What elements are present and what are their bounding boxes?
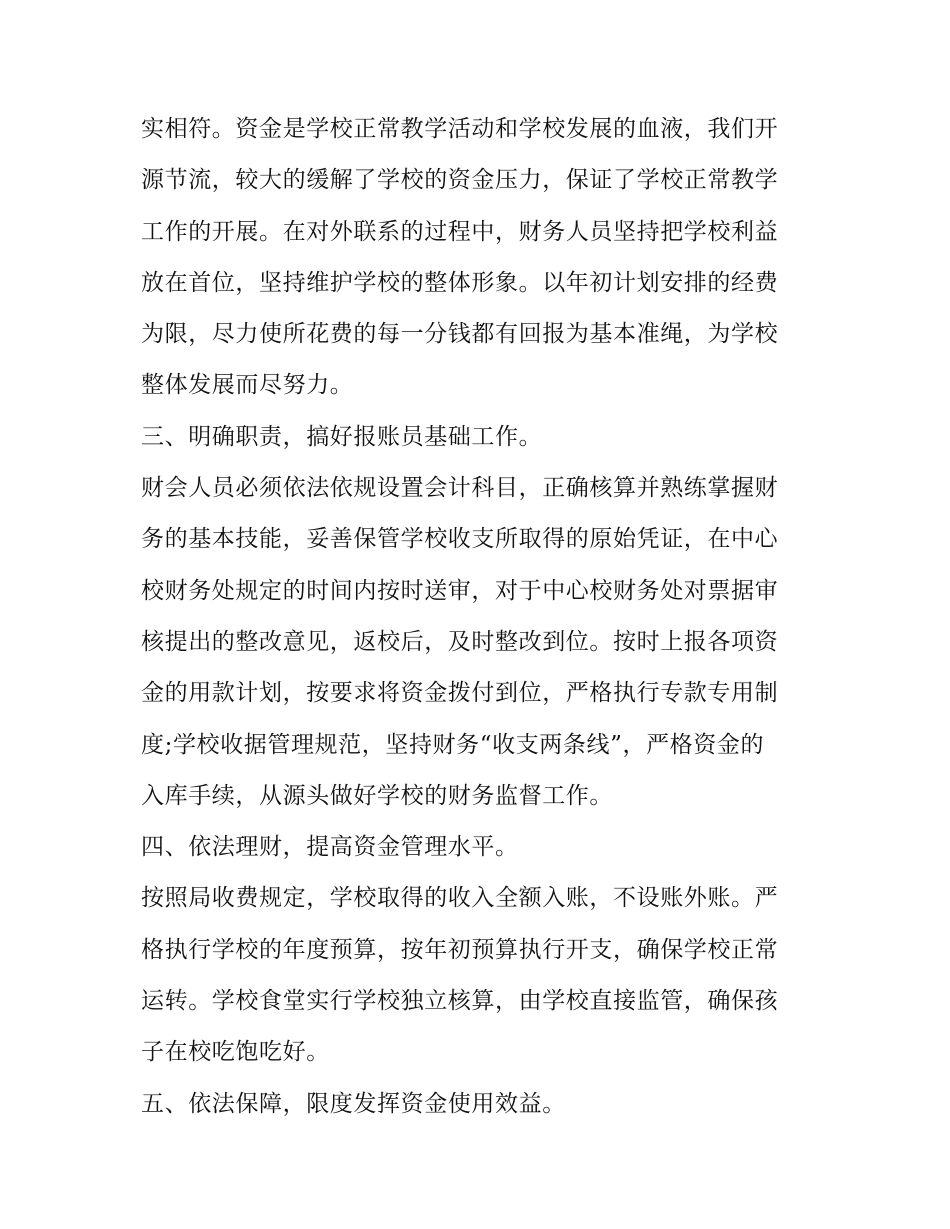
text-line: 实相符。资金是学校正常教学活动和学校发展的血液，我们开: [141, 116, 779, 142]
text-line: 财会人员必须依法依规设置会计科目，正确核算并熟练掌握财: [141, 475, 779, 502]
text-line: 度;学校收据管理规范，坚持财务“收支两条线”，严格资金的: [141, 731, 765, 758]
section-heading: 五、依法保障，限度发挥资金使用效益。: [141, 1090, 566, 1117]
text-line: 工作的开展。在对外联系的过程中，财务人员坚持把学校利益: [141, 218, 779, 245]
document-body: [141, 104, 821, 1130]
text-line: 放在首位，坚持维护学校的整体形象。以年初计划安排的经费: [141, 269, 779, 296]
text-line: 整体发展而尽努力。: [141, 372, 354, 399]
text-line: 金的用款计划，按要求将资金拨付到位，严格执行专款专用制: [141, 680, 779, 707]
text-line: 务的基本技能，妥善保管学校收支所取得的原始凭证，在中心: [141, 526, 779, 553]
text-line: 子在校吃饱吃好。: [141, 1039, 330, 1066]
text-line: 核提出的整改意见，返校后，及时整改到位。按时上报各项资: [141, 628, 779, 655]
text-line: 源节流，较大的缓解了学校的资金压力，保证了学校正常教学: [141, 167, 779, 194]
text-line: 按照局收费规定，学校取得的收入全额入账，不设账外账。严: [141, 885, 779, 912]
section-heading: 三、明确职责，搞好报账员基础工作。: [141, 423, 543, 450]
text-line: 格执行学校的年度预算，按年初预算执行开支，确保学校正常: [141, 936, 779, 963]
section-heading: 四、依法理财，提高资金管理水平。: [141, 834, 519, 861]
text-line: 校财务处规定的时间内按时送审，对于中心校财务处对票据审: [141, 577, 779, 604]
text-line: 为限，尽力使所花费的每一分钱都有回报为基本准绳，为学校: [141, 321, 779, 348]
text-line: 运转。学校食堂实行学校独立核算，由学校直接监管，确保孩: [141, 988, 779, 1015]
text-line: 入库手续，从源头做好学校的财务监督工作。: [141, 782, 613, 809]
